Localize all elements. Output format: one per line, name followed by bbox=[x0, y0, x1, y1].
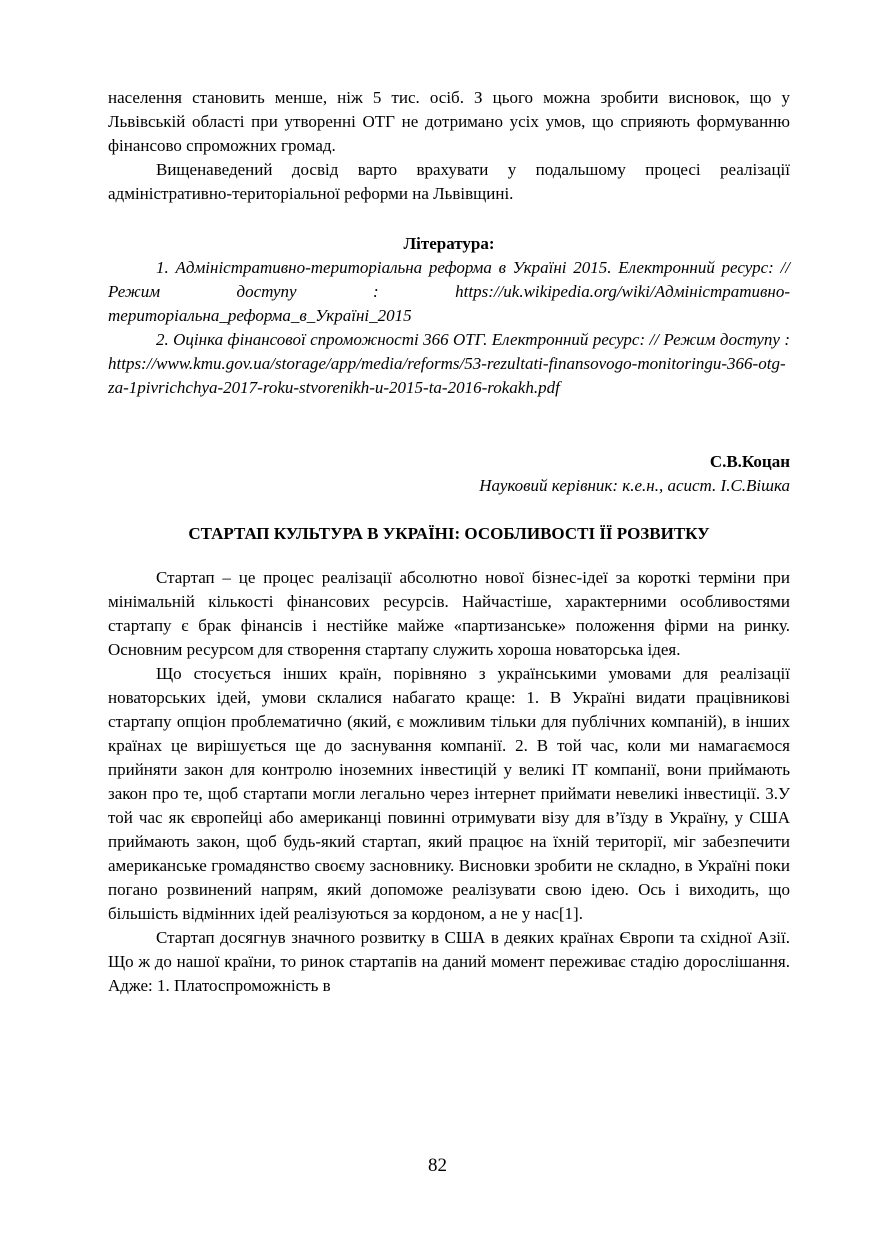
reference-item: 2. Оцінка фінансової спроможності 366 ОТГ. Електронний ресурс: // Режим доступу : https://www.kmu.gov.ua/storage/app/media/reforms/53-rezultati-finansovogo-monitoringu-366-otg-za-1pivrichchya-2017-roku-stvorenikh-u-2015-ta-2016-rokakh.pdf bbox=[108, 330, 790, 397]
body-paragraph: Стартап досягнув значного розвитку в США в деяких країнах Європи та східної Азії. Що ж до нашої країни, то ринок стартапів на даний момент переживає стадію дорослішання. Адже: 1. Платоспроможність в bbox=[108, 928, 790, 995]
body-paragraph: Що стосується інших країн, порівняно з українськими умовами для реалізації новаторських ідей, умови склалися набагато краще: 1. В Україні видати працівникові стартапу опціон проблематично (який, є можливим тільки для публічних компаній), в інших країнах це вирішується ще до заснування компанії. 2. В той час, коли ми намагаємося прийняти закон для контролю іноземних інвестицій у великі ІТ компанії, вони приймають закон про те, щоб стартапи могли легально через інтернет приймати невеликі інвестиції. 3.У той час як європейці або американці повинні отримувати візу для в’їзду в Україну, у США приймають закон, щоб будь-який стартап, який працює на їхній території, міг забезпечити американське громадянство своєму засновнику. Висновки зробити не складно, в Україні поки погано розвинений напрям, який допоможе реалізувати свою ідею. Ось і виходить, що більшість відмінних ідей реалізуються за кордоном, а не у нас[1]. bbox=[108, 664, 790, 923]
author-name: С.В.Коцан bbox=[709, 452, 790, 471]
page-content bbox=[108, 86, 790, 998]
article-title: СТАРТАП КУЛЬТУРА В УКРАЇНІ: ОСОБЛИВОСТІ ЇЇ РОЗВИТКУ bbox=[188, 524, 710, 543]
byline bbox=[108, 450, 790, 498]
body-paragraph: Вищенаведений досвід варто врахувати у подальшому процесі реалізації адміністративно-територіальної реформи на Львівщині. bbox=[108, 160, 790, 203]
reference-item: 1. Адміністративно-територіальна реформа в Україні 2015. Електронний ресурс: // Режим доступу : https://uk.wikipedia.org/wiki/Адміністративно-територіальна_реформа_в_Україні_2015 bbox=[108, 258, 790, 325]
supervisor-line: Науковий керівник: к.е.н., асист. І.С.Вішка bbox=[479, 476, 790, 495]
literature-heading: Література: bbox=[403, 234, 495, 253]
body-paragraph: Стартап – це процес реалізації абсолютно нової бізнес-ідеї за короткі терміни при мінімальній кількості фінансових ресурсів. Найчастіше, характерними особливостями стартапу є брак фінансів і нестійке майже «партизанське» положення фірми на ринку. Основним ресурсом для створення стартапу служить хороша новаторська ідея. bbox=[108, 568, 790, 659]
page-number: 82 bbox=[428, 1155, 447, 1176]
body-paragraph: населення становить менше, ніж 5 тис. осіб. З цього можна зробити висновок, що у Львівській області при утворенні ОТГ не дотримано усіх умов, що сприяють формуванню фінансово спроможних громад. bbox=[108, 88, 790, 155]
